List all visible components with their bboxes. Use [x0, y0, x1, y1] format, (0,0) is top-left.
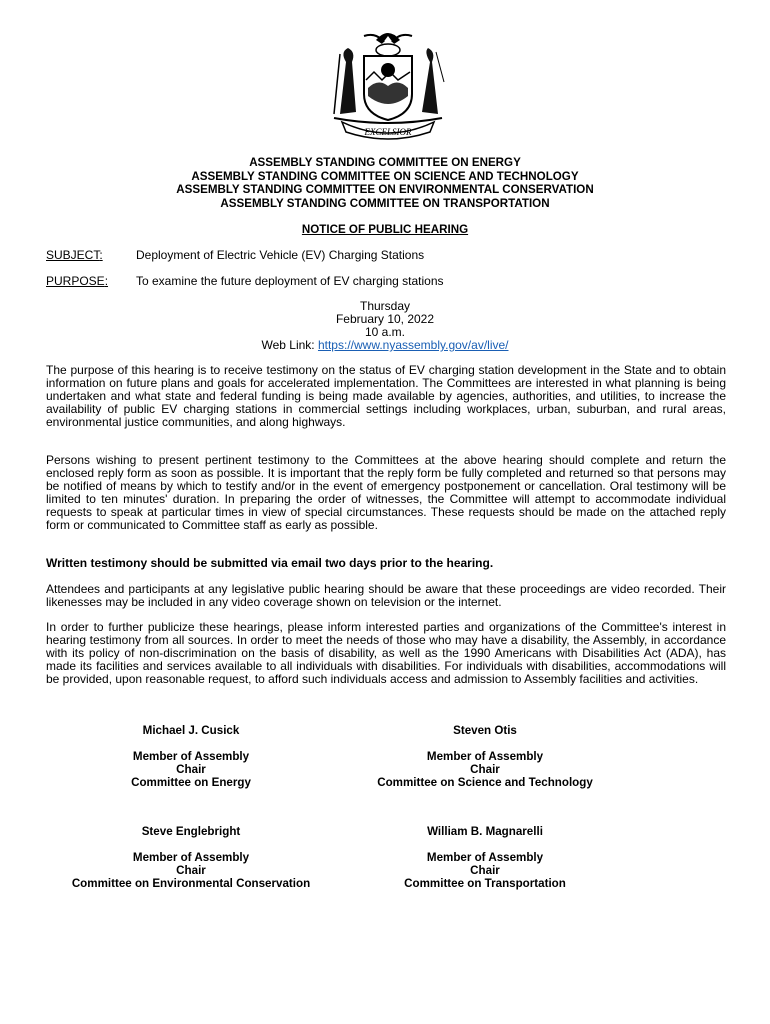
signer-name: Steve Englebright: [141, 825, 241, 838]
signer-role: Chair: [176, 864, 206, 877]
notice-title: NOTICE OF PUBLIC HEARING: [301, 223, 469, 236]
web-link[interactable]: https://www.nyassembly.gov/av/live/: [317, 338, 509, 352]
purpose-label: PURPOSE: [46, 274, 105, 288]
committee-transportation: ASSEMBLY STANDING COMMITTEE ON TRANSPORTATION: [220, 196, 550, 210]
signer-committee: Committee on Transportation: [404, 877, 566, 890]
committee-science-technology: ASSEMBLY STANDING COMMITTEE ON SCIENCE AND TECHNOLOGY: [191, 169, 579, 183]
subject-row: SUBJECT: Deployment of Electric Vehicle (EV) Charging Stations: [46, 248, 425, 262]
signer-committee: Committee on Science and Technology: [377, 776, 593, 789]
hearing-date: February 10, 2022: [335, 312, 435, 326]
committee-environmental-conservation: ASSEMBLY STANDING COMMITTEE ON ENVIRONMENTAL CONSERVATION: [176, 183, 594, 197]
signer-title: Member of Assembly: [426, 750, 544, 763]
signer-name: Steven Otis: [453, 724, 517, 737]
seal-motto: EXCELSIOR: [364, 127, 412, 137]
subject-value: Deployment of Electric Vehicle (EV) Charging Stations: [136, 248, 425, 262]
signature-magnarelli: [340, 825, 630, 890]
subject-label: SUBJECT: [46, 248, 100, 262]
signature-englebright: [46, 825, 336, 890]
new-york-state-seal: [318, 22, 458, 140]
committee-heading: [0, 156, 770, 210]
video-notice-paragraph: Attendees and participants at any legislative public hearing should be aware that these proceedings are video recorded. Their likenesses may be included in any video coverage shown on television or the internet.: [46, 582, 726, 609]
signer-role: Chair: [470, 763, 500, 776]
signer-title: Member of Assembly: [132, 851, 250, 864]
written-testimony-notice: Written testimony should be submitted via email two days prior to the hearing.: [46, 556, 494, 570]
web-link-line: [0, 339, 770, 352]
web-link-label: Web Link:: [261, 338, 318, 352]
signer-name: William B. Magnarelli: [427, 825, 543, 838]
committee-energy: ASSEMBLY STANDING COMMITTEE ON ENERGY: [249, 156, 521, 169]
hearing-day: Thursday: [359, 299, 411, 313]
signer-title: Member of Assembly: [132, 750, 250, 763]
accessibility-paragraph: In order to further publicize these hearings, please inform interested parties and organizations of the Committee's interest in hearing testimony from all sources. In order to meet the needs of those who may have a disability, the Assembly, in accordance with its policy of non-discrimination on the basis of disability, as well as the 1990 Americans with Disabilities Act (ADA), has made its facilities and services available to all individuals with disabilities. For individuals with disabilities, accommodations will be provided, upon reasonable request, to afford such individuals access and admission to Assembly facilities and activities.: [46, 620, 726, 686]
purpose-paragraph: The purpose of this hearing is to receive testimony on the status of EV charging station development in the State and to obtain information on future plans and goals for accelerated implementation. The Committees are interested in what planning is being undertaken and what state and federal funding is being made available by agencies, authorities, and utilities, to increase the availability of public EV charging stations in commercial settings including workplaces, urban, suburban, and rural areas, environmental justice communities, and along highways.: [46, 363, 726, 429]
signer-committee: Committee on Energy: [131, 776, 251, 789]
signer-role: Chair: [470, 864, 500, 877]
purpose-value: To examine the future deployment of EV charging stations: [136, 274, 444, 288]
hearing-schedule: [0, 300, 770, 352]
signer-committee: Committee on Environmental Conservation: [71, 877, 311, 890]
signature-cusick: [46, 724, 336, 789]
signer-name: Michael J. Cusick: [142, 724, 240, 737]
signer-title: Member of Assembly: [426, 851, 544, 864]
hearing-time: 10 a.m.: [364, 325, 406, 339]
signature-otis: [340, 724, 630, 789]
purpose-row: PURPOSE: To examine the future deployment of EV charging stations: [46, 274, 444, 288]
testimony-paragraph: Persons wishing to present pertinent testimony to the Committees at the above hearing should complete and return the enclosed reply form as soon as possible. It is important that the reply form be fully completed and returned so that persons may be notified of means by which to testify and/or in the event of emergency postponement or cancellation. Oral testimony will be limited to ten minutes' duration. In preparing the order of witnesses, the Committee will attempt to accommodate individual requests to speak at particular times in view of special circumstances. These requests should be made on the attached reply form or communicated to Committee staff as early as possible.: [46, 453, 726, 532]
signer-role: Chair: [176, 763, 206, 776]
